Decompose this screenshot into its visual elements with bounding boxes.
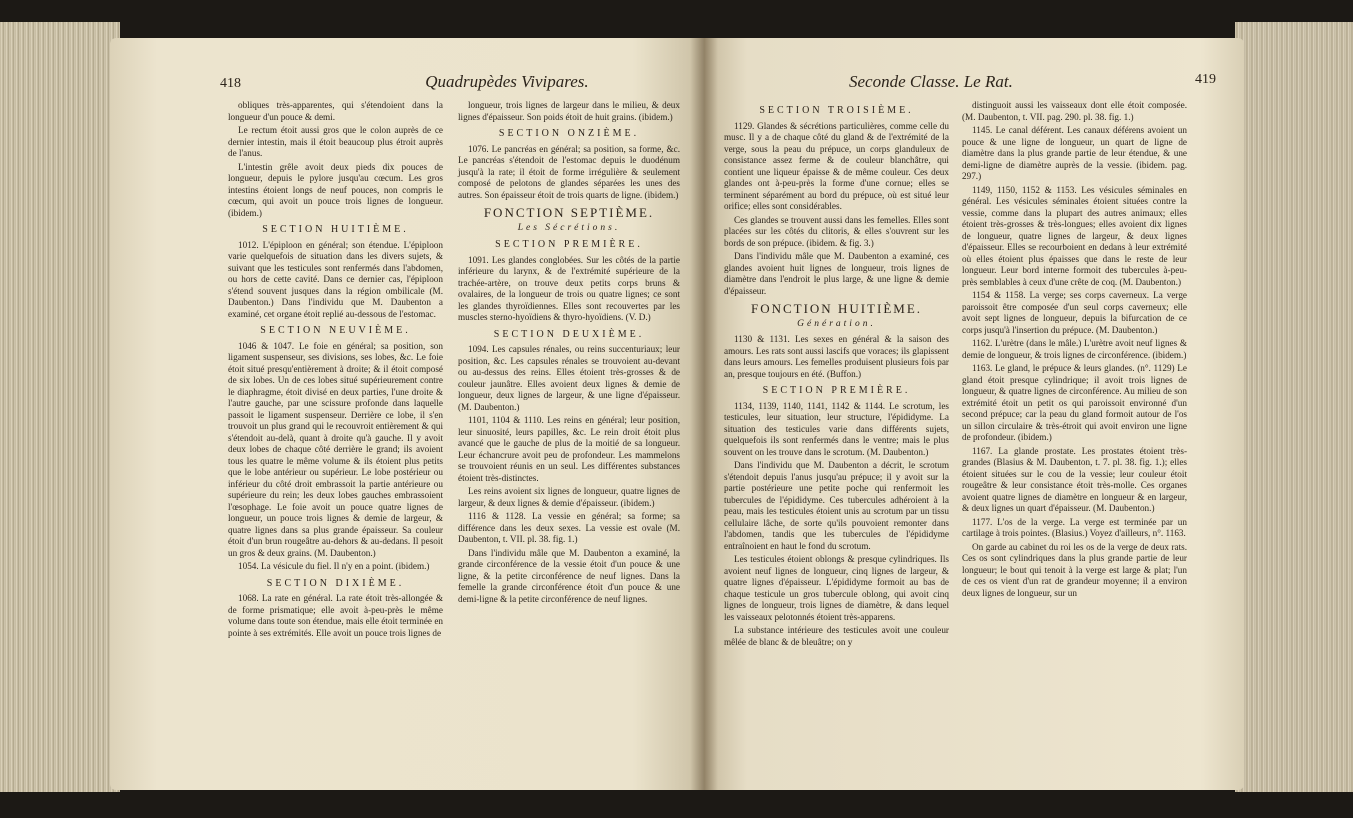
section-heading: SECTION NEUVIÈME. xyxy=(260,325,411,336)
paragraph: 1177. L'os de la verge. La verge est terminée par un cartilage à trois pointes. (Blasius.) Voyez d'ailleurs, n°. 1163. xyxy=(962,516,1187,538)
paragraph: 1134, 1139, 1140, 1141, 1142 & 1144. Le scrotum, les testicules, leur situation, leur structure, l'épididyme. La situation des testicules varie dans différents sujets, quelquefois ils sont renfermés dans le ventre; mais le plus souvent on les trouve dans le scrotum. (M. Daubenton.) xyxy=(724,400,949,457)
left-page-number: 418 xyxy=(220,76,241,91)
paragraph: 1094. Les capsules rénales, ou reins succenturiaux; leur position, &c. Les capsules rénales se trouvoient au-devant ou au-dessus des reins. Elles étoient très-grosses & de couleur jaunâtre. Elles avoient deux lignes & demie de longueur, deux lignes de largeur, & une ligne d'épaisseur. (M. Daubenton.) xyxy=(458,344,680,412)
paragraph: 1130 & 1131. Les sexes en général & la saison des amours. Les rats sont aussi lascifs que voraces; ils glapissent dans leurs amours. Les femelles produisent plusieurs fois par an, presque toujours en été. (Buffon.) xyxy=(724,334,949,379)
paragraph: 1046 & 1047. Le foie en général; sa position, son ligament suspenseur, ses divisions, ses lobes, &c. Le foie étoit situé presqu'entièrement à droite; & il étoit composé de six lobes. Un de ces lobes situé supérieurement contre le diaphragme, étoit divisé en deux parties, l'une droite & l'autre gauche, par une scissure profonde dans laquelle passoit le ligament suspenseur. Derrière ce lobe, il s'en trouvoit un plus grand qui le recouvroit entièrement & qui s'étendoit au-delà, quant à droite qu'à gauche. Il y avoit deux lobes de chaque côté derrière le grand; ils avoient tous les quatre le même volume & ils étoient plus petits que le lobe antérieur ou supérieur. Le lobe postérieur ou inférieur du côté droit embrassoit la partie antérieure ou supérieure du rein; les deux lobes gauches embrassoient l'œsophage. Le foie avoit un pouce quatre lignes de longueur, un pouce trois lignes & demie de largeur, & quatre lignes dans sa plus grande épaisseur. Sa couleur étoit d'un brun rougeâtre au-dehors & au-dedans. Il pesoit un gros & deux grains. (M. Daubenton.) xyxy=(228,340,443,558)
paragraph: 1076. Le pancréas en général; sa position, sa forme, &c. Le pancréas s'étendoit de l'estomac depuis le duodénum jusqu'à la rate; il étoit de forme irrégulière & seulement composé de pelotons de glandes séparées les unes des autres. Son épaisseur étoit de trois quarts de ligne. (ibidem.) xyxy=(458,143,680,200)
paragraph: 1162. L'urètre (dans le mâle.) L'urètre avoit neuf lignes & demie de longueur, & trois lignes de circonférence. (ibidem.) xyxy=(962,338,1187,360)
section-heading: Génération. xyxy=(797,318,876,329)
right-page xyxy=(704,38,1244,790)
left-running-head xyxy=(220,72,690,92)
left-column-1 xyxy=(228,100,443,641)
paragraph: 1068. La rate en général. La rate étoit très-allongée & de forme prismatique; elle avoit à-peu-près le même volume dans toute son étendue, mais elle étoit terminée en pointe à ses extrémités. Elle avoit un pouce trois lignes de xyxy=(228,593,443,638)
paragraph: L'intestin grêle avoit deux pieds dix pouces de longueur, depuis le pylore jusqu'au cœcum. Les gros intestins étoient longs de neuf pouces, non compris le cœcum, qui avoit un pouce trois lignes de longueur. (ibidem.) xyxy=(228,161,443,218)
section-heading: SECTION PREMIÈRE. xyxy=(495,239,643,250)
paragraph: 1154 & 1158. La verge; ses corps caverneux. La verge paroissoit être composée d'un seul corps caverneux; elle avoit sept lignes de longueur, depuis la bifurcation de ce corps jusqu'à l'insertion du prépuce. (M. Daubenton.) xyxy=(962,290,1187,335)
left-running-title: Quadrupèdes Vivipares. xyxy=(425,72,589,91)
paragraph: 1091. Les glandes conglobées. Sur les côtés de la partie inférieure du larynx, & de l'extrémité supérieure de la trachée-artère, on trouve deux petits corps bruns & ovalaires, de la longueur de trois ou quatre lignes; ce sont les glandes thyroïdiennes. Elles sont recouvertes par les muscles sterno-hyoïdiens & thyro-hyoïdiens. (V. D.) xyxy=(458,254,680,322)
paragraph: Dans l'individu que M. Daubenton a décrit, le scrotum s'étendoit depuis l'anus jusqu'au prépuce; il y avoit sur la partie postérieure une petite poche qui renfermoit les tubercules de l'épididyme. Ces tubercules adhéroient à la peau, mais les testicules étoient unis au scrotum par un tissu cellulaire lâche, de sorte qu'ils pouvoient remonter dans l'abdomen, tandis que les tubercules de l'épididyme entraînoient en haut le fond du scrotum. xyxy=(724,460,949,551)
section-heading: SECTION DEUXIÈME. xyxy=(493,328,645,340)
paragraph: 1129. Glandes & sécrétions particulières, comme celle du musc. Il y a de chaque côté du gland & de l'extrémité de la verge, sous la peau du prépuce, un corps glanduleux de consistance assez ferme & de couleur blanchâtre, qui contient une liqueur épaisse & de même couleur. Ces deux glandes ont à-peu-près la forme d'une cornue; elles se terminent séparément au bord du prépuce, où est situé leur orifice; elles sont considérables. xyxy=(724,120,949,211)
paragraph: On garde au cabinet du roi les os de la verge de deux rats. Ces os sont cylindriques dans la plus grande partie de leur longueur; le bout qui tenoit à la verge est large & plat; l'un de ces os vient d'un rat de grandeur moyenne; il a environ deux lignes de longueur, sur un xyxy=(962,541,1187,598)
section-heading: Les Sécrétions. xyxy=(517,222,621,233)
paragraph: obliques très-apparentes, qui s'étendoient dans la longueur d'un pouce & demi. xyxy=(228,100,443,122)
section-heading: SECTION TROISIÈME. xyxy=(759,105,914,116)
right-page-edges xyxy=(1235,22,1353,792)
section-heading: FONCTION SEPTIÈME. xyxy=(483,205,655,220)
paragraph: 1054. La vésicule du fiel. Il n'y en a point. (ibidem.) xyxy=(238,561,430,571)
paragraph: 1163. Le gland, le prépuce & leurs glandes. (n°. 1129) Le gland étoit presque cylindrique; il avoit trois lignes de longueur, & quatre lignes de circonférence. Au milieu de son extrémité étoit un petit os qui paroissoit environné d'un second prépuce; car la peau du gland formoit autour de l'os un sillon circulaire & très-étroit qui avoit environ une ligne de profondeur. (ibidem.) xyxy=(962,363,1187,442)
paragraph: 1012. L'épiploon en général; son étendue. L'épiploon varie quelquefois de situation dans les divers sujets, & suivant que les testicules sont renfermés dans l'abdomen, ou hors de cette cavité. Dans ce dernier cas, l'épiploon s'étend souvent jusques dans la région ombilicale (M. Daubenton.) Dans l'individu que M. Daubenton a examiné, cet organe étoit replié au-dessous de l'estomac. xyxy=(228,239,443,319)
section-heading: SECTION PREMIÈRE. xyxy=(762,385,911,396)
paragraph: Les testicules étoient oblongs & presque cylindriques. Ils avoient neuf lignes de longueur, cinq lignes de largeur, & quatre lignes d'épaisseur. L'épididyme formoit au bas de chaque testicule un gros tubercule oblong, qui avoit cinq lignes de longueur, trois lignes de diamètre, & dans lequel les vaisseaux pelotonnés étoient très-apparens. xyxy=(724,554,949,622)
paragraph: distinguoit aussi les vaisseaux dont elle étoit composée. (M. Daubenton, t. VII. pag. 290. pl. 38. fig. 1.) xyxy=(962,100,1187,122)
paragraph: La substance intérieure des testicules avoit une couleur mêlée de blanc & de bleuâtre; on y xyxy=(724,625,949,647)
paragraph: Dans l'individu mâle que M. Daubenton a examiné, la grande circonférence de la vessie étoit d'un pouce & une ligne, & la petite circonférence de neuf lignes. Dans la femelle la grande circonférence étoit d'un pouce & une demi-ligne & la petite circonférence de neuf lignes. xyxy=(458,547,680,604)
paragraph: Le rectum étoit aussi gros que le colon auprès de ce dernier intestin, mais il étoit beaucoup plus étroit auprès de l'anus. xyxy=(228,125,443,158)
section-heading: SECTION HUITIÈME. xyxy=(262,224,409,235)
paragraph: Les reins avoient six lignes de longueur, quatre lignes de largeur, & deux lignes & demie d'épaisseur. (ibidem.) xyxy=(458,486,680,508)
right-column-2 xyxy=(962,100,1187,601)
paragraph: 1101, 1104 & 1110. Les reins en général; leur position, leur sinuosité, leurs papilles, &c. Le rein droit étoit plus avancé que le gauche de plus de la moitié de sa longueur. Leur échancrure avoit peu de profondeur. Les mammelons se trouvoient réunis en un seul. Les différentes substances étoient très-distinctes. xyxy=(458,415,680,483)
paragraph: 1167. La glande prostate. Les prostates étoient très-grandes (Blasius & M. Daubenton, t. 7. pl. 38. fig. 1.); elles étoient situées sur le cou de la vessie; leur couleur étoit rougeâtre & leur consistance étoit très-molle. Ces organes avoient quatre lignes de diamètre en longueur & en largeur, & deux lignes un quart d'épaisseur. (M. Daubenton.) xyxy=(962,445,1187,513)
right-running-head xyxy=(814,72,1224,92)
right-page-number: 419 xyxy=(1195,72,1216,87)
paragraph: Dans l'individu mâle que M. Daubenton a examiné, ces glandes avoient huit lignes de longueur, trois lignes de diamètre dans l'endroit le plus large, & une ligne & demie d'épaisseur. xyxy=(724,251,949,296)
paragraph: Ces glandes se trouvent aussi dans les femelles. Elles sont placées sur les côtés du clitoris, & elles s'ouvrent sur les bords de son prépuce. (ibidem. & fig. 3.) xyxy=(724,214,949,248)
paragraph: longueur, trois lignes de largeur dans le milieu, & deux lignes d'épaisseur. Son poids étoit de huit grains. (ibidem.) xyxy=(458,100,680,122)
paragraph: 1149, 1150, 1152 & 1153. Les vésicules séminales en général. Les vésicules séminales étoient situées contre la vessie, comme dans la plupart des autres animaux; elles étoient très-grosses & très-longues; elles avoient dix lignes de longueur, quatre lignes de largeur, & deux lignes d'épaisseur. Elles se recourboient en dedans à leur extrémité où elles étoient plus épaisses que dans le reste de leur longueur. Leur bord interne formoit des tubercules à-peu-près semblables à ceux d'une crête de coq. (M. Daubenton.) xyxy=(962,184,1187,287)
section-heading: SECTION ONZIÈME. xyxy=(498,128,640,139)
left-page xyxy=(110,38,704,790)
left-column-2 xyxy=(458,100,680,607)
book-gutter xyxy=(690,38,718,790)
section-heading: SECTION DIXIÈME. xyxy=(266,577,405,589)
left-page-edges xyxy=(0,22,120,792)
section-heading: FONCTION HUITIÈME. xyxy=(750,301,923,316)
right-running-title: Seconde Classe. Le Rat. xyxy=(849,72,1013,91)
paragraph: 1145. Le canal déférent. Les canaux déférens avoient un pouce & une ligne de longueur, un quart de ligne de diamètre dans la plus grande partie de leur étendue, & une demi-ligne de diamètre auprès de la vessie. (ibidem. pag. 297.) xyxy=(962,125,1187,181)
right-column-1 xyxy=(724,100,949,650)
paragraph: 1116 & 1128. La vessie en général; sa forme; sa différence dans les deux sexes. La vessie est ovale (M. Daubenton, t. VII. pl. 38. fig. 1.) xyxy=(458,511,680,544)
